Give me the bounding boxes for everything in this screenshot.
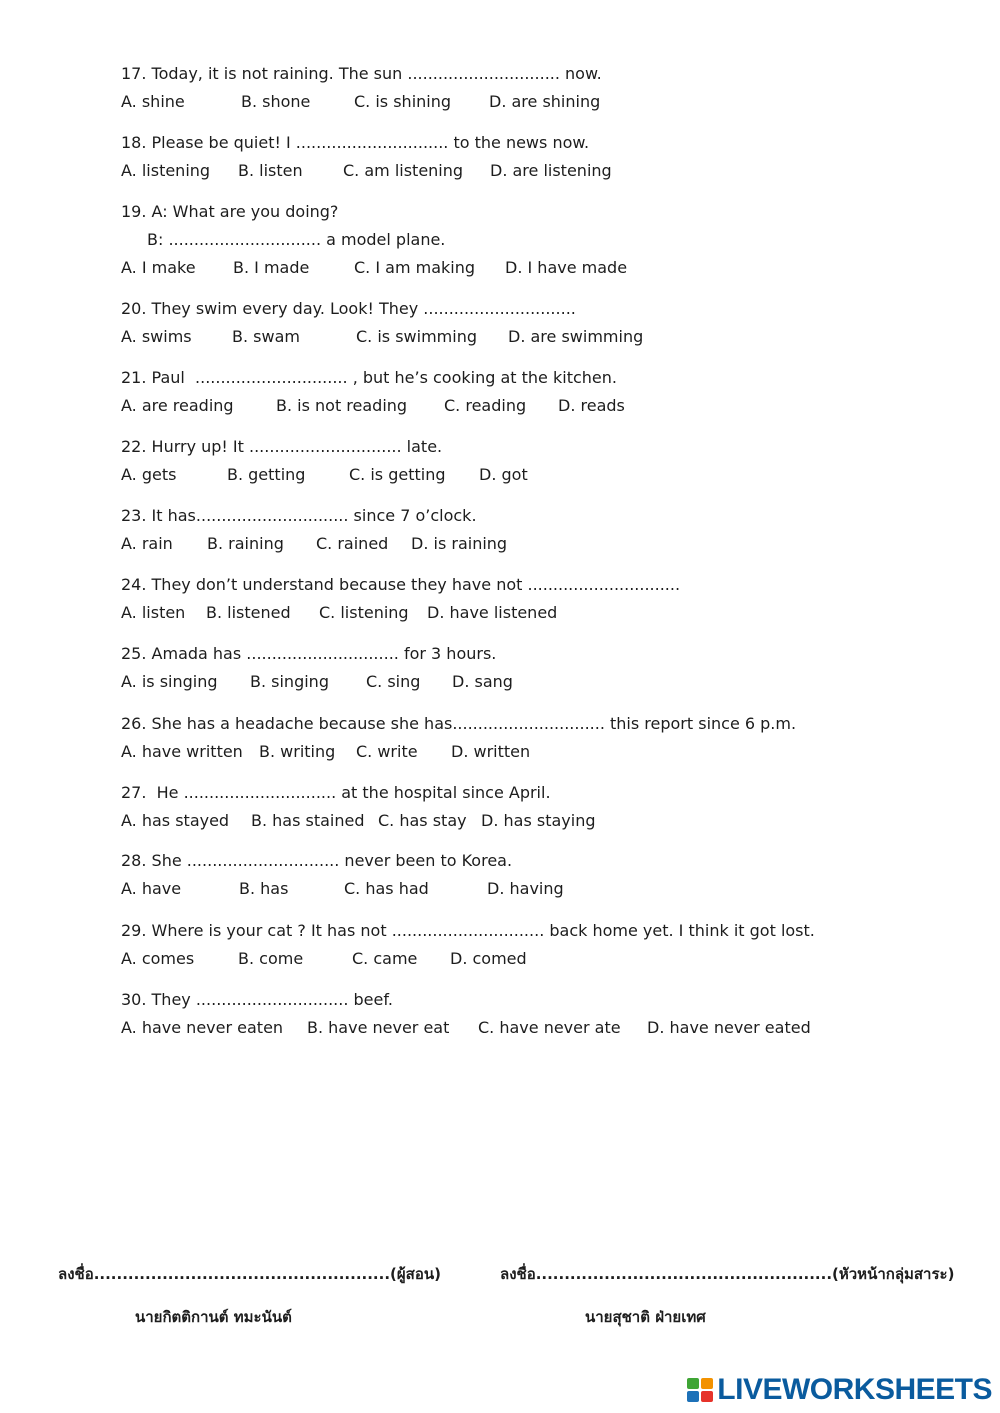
option-a[interactable]: A. have <box>121 879 182 898</box>
signature-line-teacher: ลงชื่อ....................................................(ผู้สอน) <box>58 1265 441 1283</box>
question-stem: 19. A: What are you doing? <box>121 202 339 221</box>
question-stem: 21. Paul .............................. , but he’s cooking at the kitchen. <box>121 368 617 387</box>
question-20 <box>121 295 644 351</box>
option-c[interactable]: C. is getting <box>349 465 446 484</box>
option-a[interactable]: A. rain <box>121 534 173 553</box>
option-c[interactable]: C. reading <box>444 396 527 415</box>
option-b[interactable]: B. listen <box>238 161 303 180</box>
option-b[interactable]: B. come <box>238 949 304 968</box>
option-a[interactable]: A. comes <box>121 949 195 968</box>
brand-text: LIVEWORKSHEETS <box>717 1373 992 1406</box>
option-d[interactable]: D. sang <box>452 672 513 691</box>
question-18 <box>121 129 612 185</box>
option-d[interactable]: D. are shining <box>489 92 601 111</box>
option-d[interactable]: D. reads <box>558 396 625 415</box>
option-d[interactable]: D. written <box>451 742 531 761</box>
option-c[interactable]: C. is swimming <box>356 327 477 346</box>
question-stem: 22. Hurry up! It .............................. late. <box>121 437 443 456</box>
option-c[interactable]: C. listening <box>319 603 409 622</box>
question-28 <box>121 847 564 903</box>
option-b[interactable]: B. is not reading <box>276 396 408 415</box>
option-d[interactable]: D. is raining <box>411 534 508 553</box>
option-d[interactable]: D. I have made <box>505 258 628 277</box>
question-17 <box>121 60 602 116</box>
option-b[interactable]: B. getting <box>227 465 306 484</box>
option-c[interactable]: C. has stay <box>378 811 467 830</box>
question-26 <box>121 710 796 766</box>
option-d[interactable]: D. has staying <box>481 811 596 830</box>
signature-name-teacher: นายกิตติกานต์ ทมะนันต์ <box>135 1308 292 1326</box>
option-b[interactable]: B. I made <box>233 258 310 277</box>
question-stem: 20. They swim every day. Look! They .............................. <box>121 299 576 318</box>
option-a[interactable]: A. listen <box>121 603 186 622</box>
question-stem: 26. She has a headache because she has.............................. this report since 6 p.m. <box>121 714 797 733</box>
option-c[interactable]: C. has had <box>344 879 429 898</box>
option-d[interactable]: D. are swimming <box>508 327 644 346</box>
option-a[interactable]: A. have written <box>121 742 243 761</box>
option-b[interactable]: B. has stained <box>251 811 365 830</box>
question-stem: 25. Amada has .............................. for 3 hours. <box>121 644 497 663</box>
option-b[interactable]: B. singing <box>250 672 329 691</box>
option-a[interactable]: A. has stayed <box>121 811 230 830</box>
question-stem: 17. Today, it is not raining. The sun .............................. now. <box>121 64 602 83</box>
question-stem: 23. It has.............................. since 7 o’clock. <box>121 506 477 525</box>
option-a[interactable]: A. have never eaten <box>121 1018 284 1037</box>
question-stem: 30. They .............................. beef. <box>121 990 393 1009</box>
option-d[interactable]: D. having <box>487 879 564 898</box>
option-a[interactable]: A. listening <box>121 161 211 180</box>
question-stem: 27. He .............................. at the hospital since April. <box>121 783 551 802</box>
option-b[interactable]: B. raining <box>207 534 284 553</box>
option-a[interactable]: A. is singing <box>121 672 218 691</box>
question-stem: 24. They don’t understand because they have not .............................. <box>121 575 681 594</box>
question-stem: 28. She .............................. never been to Korea. <box>121 851 513 870</box>
question-24 <box>121 571 680 627</box>
option-c[interactable]: C. sing <box>366 672 421 691</box>
option-d[interactable]: D. got <box>479 465 528 484</box>
option-b[interactable]: B. swam <box>232 327 300 346</box>
option-d[interactable]: D. comed <box>450 949 527 968</box>
option-b[interactable]: B. writing <box>259 742 336 761</box>
option-d[interactable]: D. are listening <box>490 161 612 180</box>
liveworksheets-icon <box>687 1378 713 1402</box>
question-23 <box>121 502 508 558</box>
option-c[interactable]: C. rained <box>316 534 389 553</box>
option-a[interactable]: A. I make <box>121 258 196 277</box>
option-b[interactable]: B. has <box>239 879 289 898</box>
question-21 <box>121 364 625 420</box>
option-a[interactable]: A. swims <box>121 327 192 346</box>
option-a[interactable]: A. are reading <box>121 396 234 415</box>
option-c[interactable]: C. am listening <box>343 161 464 180</box>
question-stem-b: B: .............................. a model plane. <box>147 230 446 249</box>
signature-line-head: ลงชื่อ....................................................(หัวหน้ากลุ่มสาระ) <box>500 1265 955 1283</box>
question-27 <box>121 779 596 835</box>
question-stem: 18. Please be quiet! I .............................. to the news now. <box>121 133 590 152</box>
option-c[interactable]: C. I am making <box>354 258 476 277</box>
option-b[interactable]: B. shone <box>241 92 311 111</box>
question-19 <box>121 198 628 282</box>
question-25 <box>121 640 513 696</box>
option-b[interactable]: B. listened <box>206 603 291 622</box>
question-stem: 29. Where is your cat ? It has not .............................. back home yet. I think it got lost. <box>121 921 815 940</box>
option-c[interactable]: C. came <box>352 949 418 968</box>
liveworksheets-logo <box>687 1375 992 1405</box>
question-22 <box>121 433 528 489</box>
option-c[interactable]: C. have never ate <box>478 1018 621 1037</box>
option-b[interactable]: B. have never eat <box>307 1018 450 1037</box>
option-c[interactable]: C. is shining <box>354 92 452 111</box>
signature-name-head: นายสุชาติ ฝ่ายเทศ <box>585 1308 706 1326</box>
option-a[interactable]: A. gets <box>121 465 177 484</box>
option-c[interactable]: C. write <box>356 742 418 761</box>
option-d[interactable]: D. have never eated <box>647 1018 811 1037</box>
question-29 <box>121 917 815 973</box>
question-30 <box>121 986 811 1042</box>
option-a[interactable]: A. shine <box>121 92 185 111</box>
option-d[interactable]: D. have listened <box>427 603 558 622</box>
